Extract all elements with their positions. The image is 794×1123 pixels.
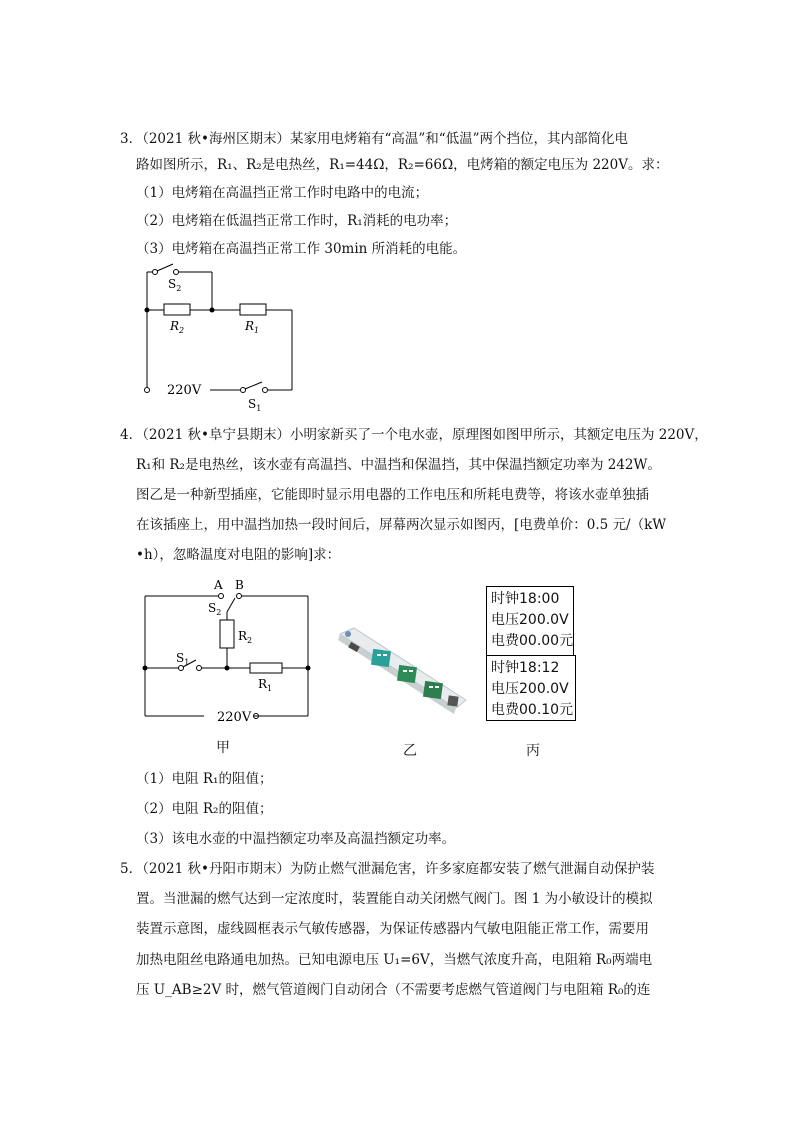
q4-sub-1: （1）电阻 R₁的阻值； — [136, 771, 273, 787]
q3-label-r2: $R_2$ — [170, 319, 185, 335]
display-reading-1 — [486, 586, 574, 656]
q4-line-5: •h），忽略温度对电阻的影响]求： — [136, 547, 341, 563]
strip-switch — [447, 695, 458, 706]
q3-label-voltage: 220V — [167, 383, 202, 398]
socket-1 — [371, 649, 391, 667]
q3-label-r1: $R_1$ — [245, 319, 260, 335]
display-1-voltage: 电压200.0V — [491, 612, 569, 628]
socket-3 — [423, 681, 443, 699]
q5-line-1: 5．（2021 秋•丹阳市期末）为防止燃气泄漏危害，许多家庭都安装了燃气泄漏自动保护装 — [120, 861, 655, 877]
q4-sub-2: （2）电阻 R₂的阻值； — [136, 801, 273, 817]
q4-sub-3: （3）该电水壶的中温挡额定功率及高温挡额定功率。 — [136, 831, 456, 847]
jia-junction-right — [306, 666, 311, 671]
q3-circuit-diagram — [130, 262, 320, 414]
q3-line-2: 路如图所示，R₁、R₂是电热丝，R₁=44Ω，R₂=66Ω，电烤箱的额定电压为 220V。求： — [136, 157, 669, 173]
q3-line-1: 3．（2021 秋•海州区期末）某家用电烤箱有“高温”和“低温”两个挡位，其内部简化电 — [120, 131, 629, 147]
q3-sub-2: （2）电烤箱在低温挡正常工作时，R₁消耗的电功率； — [136, 213, 458, 229]
jia-label-s1: $S_1$ — [176, 651, 190, 667]
q4-line-3: 图乙是一种新型插座，它能即时显示用电器的工作电压和所耗电费等，将该水壶单独插 — [136, 487, 649, 503]
jia-label-r2: $R_2$ — [238, 629, 253, 645]
q4-circuit-diagram-jia — [138, 576, 318, 726]
display-1-fee: 电费00.00元 — [491, 633, 574, 649]
jia-label-b: B — [235, 578, 244, 592]
jia-junction-left — [143, 666, 148, 671]
display-2-voltage: 电压200.0V — [491, 681, 569, 697]
jia-label-s2: $S_2$ — [208, 601, 222, 617]
jia-label-voltage: 220V — [217, 710, 252, 725]
q4-power-strip-yi — [332, 624, 472, 720]
jia-label-a: A — [214, 578, 223, 592]
display-2-clock: 时钟18:12 — [491, 660, 560, 676]
q3-sub-1: （1）电烤箱在高温挡正常工作时电路中的电流； — [136, 185, 429, 201]
q3-sub-3: （3）电烤箱在高温挡正常工作 30min 所消耗的电能。 — [136, 241, 467, 257]
q3-label-s2: $S_2$ — [168, 277, 182, 293]
display-2-fee: 电费00.10元 — [491, 702, 574, 718]
caption-bing: 丙 — [526, 743, 540, 759]
q4-line-2: R₁和 R₂是电热丝，该水壶有高温挡、中温挡和保温挡，其中保温挡额定功率为 242W。 — [136, 457, 661, 473]
junction-dot-mid — [210, 308, 215, 313]
junction-dot-left — [145, 308, 150, 313]
display-1-clock: 时钟18:00 — [491, 591, 560, 607]
q5-line-3: 装置示意图，虚线圆框表示气敏传感器，为保证传感器内气敏电阻能正常工作，需要用 — [136, 921, 649, 937]
strip-indicator-icon — [345, 631, 351, 637]
socket-2 — [397, 665, 417, 683]
q5-line-4: 加热电阻丝电路通电加热。已知电源电压 U₁=6V，当燃气浓度升高，电阻箱 R₀两端电 — [136, 952, 653, 968]
q4-line-1: 4．（2021 秋•阜宁县期末）小明家新买了一个电水壶，原理图如图甲所示，其额定电压为 220V， — [120, 427, 708, 443]
q4-line-4: 在该插座上，用中温挡加热一段时间后，屏幕两次显示如图丙，[电费单价：0.5 元/（kW — [136, 517, 667, 533]
caption-yi: 乙 — [403, 743, 417, 759]
display-reading-2 — [486, 655, 576, 721]
q5-line-5: 压 U_AB≥2V 时，燃气管道阀门自动闭合（不需要考虑燃气管道阀门与电阻箱 R₀的连 — [136, 982, 651, 998]
q5-line-2: 置。当泄漏的燃气达到一定浓度时，装置能自动关闭燃气阀门。图 1 为小敏设计的模拟 — [136, 891, 653, 907]
jia-label-r1: $R_1$ — [258, 677, 273, 693]
caption-jia: 甲 — [216, 740, 230, 756]
q3-label-s1: $S_1$ — [248, 397, 262, 413]
jia-junction-mid — [225, 666, 230, 671]
